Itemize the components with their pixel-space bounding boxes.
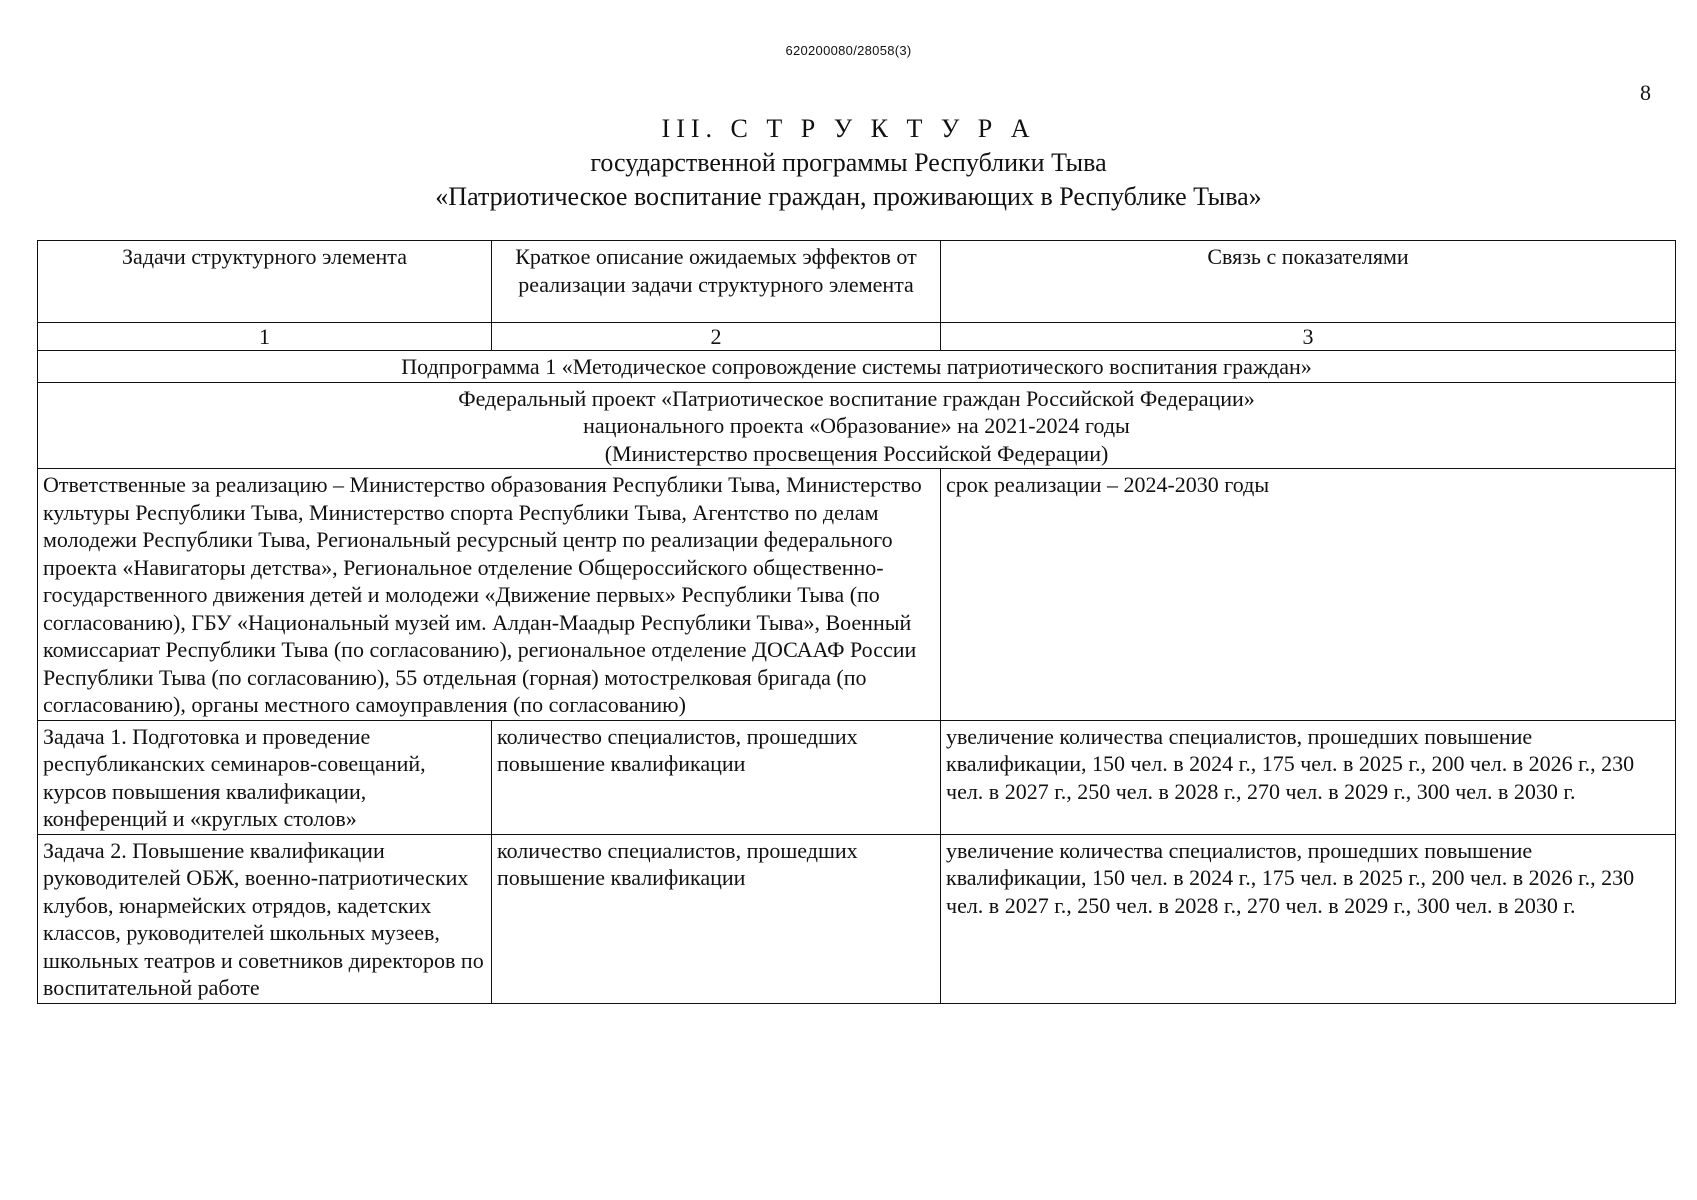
effect-cell: количество специалистов, прошедших повышение квалификации	[492, 834, 941, 1003]
federal-project-line: национального проекта «Образование» на 2021-2024 годы	[583, 413, 1130, 438]
column-header-effects: Краткое описание ожидаемых эффектов от реализации задачи структурного элемента	[492, 241, 941, 323]
column-number-row	[38, 323, 1676, 351]
column-number: 2	[492, 323, 941, 351]
task-cell: Задача 1. Подготовка и проведение республиканских семинаров-совещаний, курсов повышения квалификации, конференций и «круглых столов»	[38, 720, 492, 834]
table-row	[38, 720, 1676, 834]
indicator-cell: увеличение количества специалистов, прошедших повышение квалификации, 150 чел. в 2024 г., 175 чел. в 2025 г., 200 чел. в 2026 г., 230 чел. в 2027 г., 250 чел. в 2028 г., 270 чел. в 2029 г., 300 чел. в 2030 г.	[941, 720, 1676, 834]
federal-project-title	[38, 382, 1676, 469]
heading-subtitle: государственной программы Республики Тыва	[590, 148, 1107, 177]
subprogram-title: Подпрограмма 1 «Методическое сопровождение системы патриотического воспитания граждан»	[38, 351, 1676, 383]
column-header-tasks: Задачи структурного элемента	[38, 241, 492, 323]
column-number: 1	[38, 323, 492, 351]
page-heading	[0, 112, 1697, 214]
indicator-cell: увеличение количества специалистов, прошедших повышение квалификации, 150 чел. в 2024 г., 175 чел. в 2025 г., 200 чел. в 2026 г., 230 чел. в 2027 г., 250 чел. в 2028 г., 270 чел. в 2029 г., 300 чел. в 2030 г.	[941, 834, 1676, 1003]
column-number: 3	[941, 323, 1676, 351]
federal-project-line: (Министерство просвещения Российской Федерации)	[604, 440, 1109, 466]
heading-title: III. С Т Р У К Т У Р А	[661, 114, 1036, 143]
federal-project-line: Федеральный проект «Патриотическое воспитание граждан Российской Федерации»	[458, 385, 1255, 411]
effect-cell: количество специалистов, прошедших повышение квалификации	[492, 720, 941, 834]
federal-project-row	[38, 382, 1676, 469]
responsible-parties: Ответственные за реализацию – Министерство образования Республики Тыва, Министерство культуры Республики Тыва, Министерство спорта Республики Тыва, Агентство по делам молодежи Республики Тыва, Региональный ресурсный центр по реализации федерального проекта «Навигаторы детства», Региональное отделение Общероссийского общественно-государственного движения детей и молодежи «Движение первых» Республики Тыва (по согласованию), ГБУ «Национальный музей им. Алдан-Маадыр Республики Тыва», Военный комиссариат Республики Тыва (по согласованию), региональное отделение ДОСААФ России Республики Тыва (по согласованию), 55 отдельная (горная) мотострелковая бригада (по согласованию), органы местного самоуправления (по согласованию)	[38, 469, 941, 721]
subprogram-row	[38, 351, 1676, 383]
table-row	[38, 834, 1676, 1003]
table-header-row	[38, 241, 1676, 323]
document-id: 620200080/28058(3)	[785, 43, 912, 58]
heading-program-name: «Патриотическое воспитание граждан, проживающих в Республике Тыва»	[435, 182, 1262, 211]
page-number: 8	[1640, 80, 1651, 105]
task-cell: Задача 2. Повышение квалификации руководителей ОБЖ, военно-патриотических клубов, юнармейских отрядов, кадетских классов, руководителей школьных музеев, школьных театров и советников директоров по воспитательной работе	[38, 834, 492, 1003]
structure-table	[37, 240, 1676, 1004]
column-header-indicators: Связь с показателями	[941, 241, 1676, 323]
implementation-period: срок реализации – 2024-2030 годы	[941, 469, 1676, 721]
responsible-row	[38, 469, 1676, 721]
